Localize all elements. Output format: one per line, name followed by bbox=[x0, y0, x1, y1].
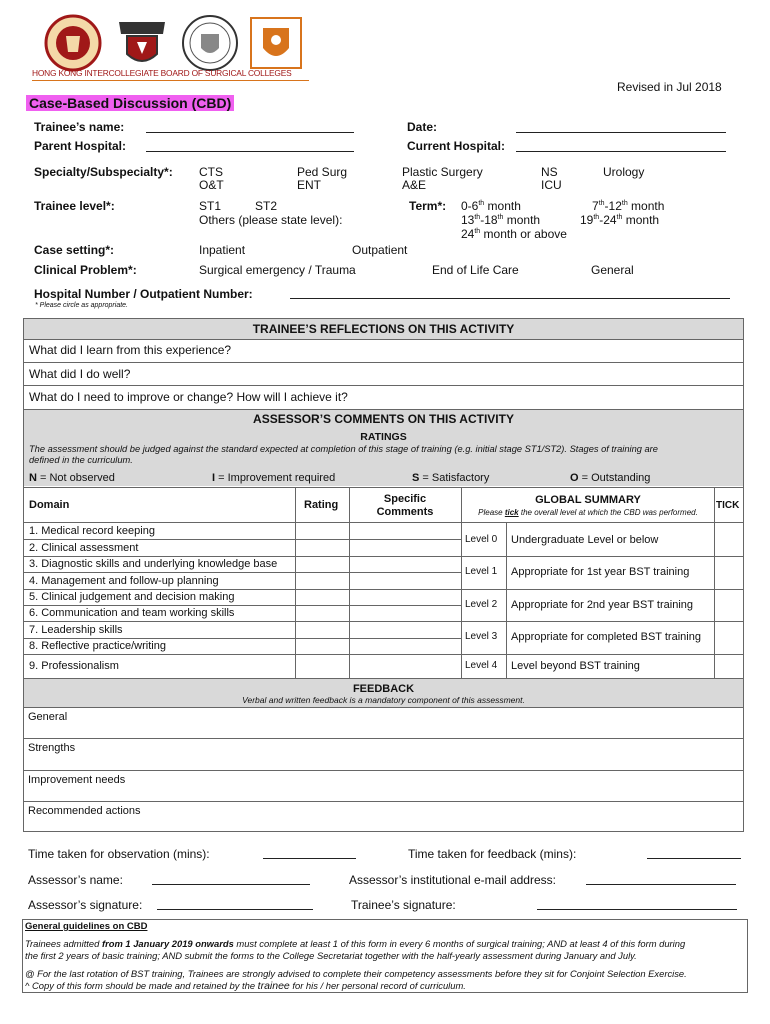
specialty-option[interactable]: Urology bbox=[603, 165, 645, 179]
college-crest-4-icon bbox=[247, 14, 305, 72]
level-desc: Appropriate for 1st year BST training bbox=[511, 566, 690, 578]
obs-time-label: Time taken for observation (mins): bbox=[28, 847, 210, 861]
legend-outstanding: O = Outstanding bbox=[570, 472, 651, 484]
guideline-paragraph: the first 2 years of basic training; AND submit the forms to the College Secretariat together with the half-yearly assessment during January and July. bbox=[25, 950, 637, 961]
col-rating: Rating bbox=[304, 499, 339, 511]
current-hospital-label: Current Hospital: bbox=[407, 139, 506, 153]
fb-time-field[interactable] bbox=[647, 858, 741, 859]
date-field[interactable] bbox=[516, 132, 726, 133]
term-option[interactable]: 24th month or above bbox=[461, 227, 567, 241]
trainee-signature-label: Trainee’s signature: bbox=[351, 898, 456, 912]
parent-hospital-field[interactable] bbox=[146, 151, 354, 152]
trainee-name-label: Trainee’s name: bbox=[34, 120, 125, 134]
level-label: Level 4 bbox=[465, 660, 498, 671]
domain-row: 4. Management and follow-up planning bbox=[29, 575, 219, 587]
assessor-email-field[interactable] bbox=[586, 884, 736, 885]
clinical-problem-option[interactable]: End of Life Care bbox=[432, 263, 519, 277]
college-crest-1-icon bbox=[44, 14, 102, 72]
fb-time-label: Time taken for feedback (mins): bbox=[408, 847, 577, 861]
tick-cell-level-3[interactable] bbox=[715, 622, 743, 654]
level-label: Level 1 bbox=[465, 566, 498, 577]
ratings-text: defined in the curriculum. bbox=[29, 455, 133, 465]
tick-cell-level-1[interactable] bbox=[715, 557, 743, 589]
guideline-paragraph: Trainees admitted from 1 January 2019 onwards must complete at least 1 of this form in every 6 months of surgical training; AND at least 4 of this form during bbox=[25, 938, 686, 949]
circle-note: * Please circle as appropriate. bbox=[35, 302, 128, 309]
feedback-strengths: Strengths bbox=[28, 742, 76, 754]
term-label: Term*: bbox=[409, 199, 447, 213]
domain-row: 3. Diagnostic skills and underlying knowledge base bbox=[29, 558, 278, 570]
feedback-note: Verbal and written feedback is a mandatory component of this assessment. bbox=[242, 695, 525, 705]
tick-cell-level-0[interactable] bbox=[715, 523, 743, 556]
reflection-question: What did I learn from this experience? bbox=[29, 343, 232, 357]
specialty-option[interactable]: Plastic Surgery bbox=[402, 165, 483, 179]
domain-row: 7. Leadership skills bbox=[29, 624, 123, 636]
level-label: Level 3 bbox=[465, 631, 498, 642]
col-global-summary: GLOBAL SUMMARY bbox=[535, 494, 641, 506]
domain-row: 1. Medical record keeping bbox=[29, 525, 155, 537]
clinical-problem-option[interactable]: General bbox=[591, 263, 634, 277]
level-label: Level 0 bbox=[465, 534, 498, 545]
level-desc: Undergraduate Level or below bbox=[511, 534, 659, 546]
reflection-question: What did I do well? bbox=[29, 367, 131, 381]
specialty-option[interactable]: Ped Surg bbox=[297, 165, 348, 179]
col-tick: TICK bbox=[716, 500, 740, 511]
tick-cell-level-2[interactable] bbox=[715, 590, 743, 621]
level-option[interactable]: ST1 bbox=[199, 199, 222, 213]
ratings-text: The assessment should be judged against the standard expected at completion of this stage of training (e.g. initial stage ST1/ST2). Stages of training are bbox=[29, 444, 658, 454]
date-label: Date: bbox=[407, 120, 438, 134]
college-crest-2-icon bbox=[113, 14, 171, 72]
header-rule bbox=[32, 80, 309, 81]
level-option[interactable]: ST2 bbox=[255, 199, 278, 213]
legend-not-observed: N = Not observed bbox=[29, 472, 115, 484]
board-name: HONG KONG INTERCOLLEGIATE BOARD OF SURGICAL COLLEGES bbox=[32, 68, 292, 78]
case-setting-label: Case setting*: bbox=[34, 243, 115, 257]
domain-row: 2. Clinical assessment bbox=[29, 542, 139, 554]
term-option[interactable]: 7th-12th month bbox=[592, 199, 665, 213]
term-option[interactable]: 19th-24th month bbox=[580, 213, 660, 227]
hospital-number-field[interactable] bbox=[290, 298, 730, 299]
tick-cell-level-4[interactable] bbox=[715, 655, 743, 678]
case-setting-option[interactable]: Outpatient bbox=[352, 243, 408, 257]
assessor-signature-label: Assessor’s signature: bbox=[28, 898, 143, 912]
specialty-label: Specialty/Subspecialty*: bbox=[34, 165, 173, 179]
trainee-name-field[interactable] bbox=[146, 132, 354, 133]
revised-date: Revised in Jul 2018 bbox=[617, 80, 722, 94]
hospital-number-label: Hospital Number / Outpatient Number: bbox=[34, 287, 253, 301]
col-comments: Comments bbox=[376, 506, 434, 518]
legend-satisfactory: S = Satisfactory bbox=[412, 472, 490, 484]
feedback-improvement: Improvement needs bbox=[28, 774, 126, 786]
guidelines-heading: General guidelines on CBD bbox=[25, 921, 148, 932]
trainee-level-label: Trainee level*: bbox=[34, 199, 115, 213]
specialty-option[interactable]: O&T bbox=[199, 178, 224, 192]
specialty-option[interactable]: NS bbox=[541, 165, 558, 179]
term-option[interactable]: 0-6th month bbox=[461, 199, 521, 213]
legend-improvement: I = Improvement required bbox=[212, 472, 336, 484]
level-label: Level 2 bbox=[465, 599, 498, 610]
clinical-problem-label: Clinical Problem*: bbox=[34, 263, 137, 277]
obs-time-field[interactable] bbox=[263, 858, 356, 859]
domain-row: 5. Clinical judgement and decision making bbox=[29, 591, 235, 603]
current-hospital-field[interactable] bbox=[516, 151, 726, 152]
assessor-email-label: Assessor’s institutional e-mail address: bbox=[349, 873, 556, 887]
level-desc: Level beyond BST training bbox=[511, 660, 640, 672]
college-crest-3-icon bbox=[181, 14, 239, 72]
assessor-name-field[interactable] bbox=[152, 884, 310, 885]
clinical-problem-option[interactable]: Surgical emergency / Trauma bbox=[199, 263, 356, 277]
assessor-signature-field[interactable] bbox=[157, 909, 313, 910]
level-desc: Appropriate for completed BST training bbox=[511, 631, 701, 643]
feedback-recommended: Recommended actions bbox=[28, 805, 141, 817]
reflections-heading: TRAINEE’S REFLECTIONS ON THIS ACTIVITY bbox=[252, 322, 515, 336]
specific-comments-cells[interactable] bbox=[350, 523, 461, 678]
page-title: Case-Based Discussion (CBD) bbox=[26, 95, 234, 111]
guideline-paragraph: @ For the last rotation of BST training, Trainees are strongly advised to complete their competency assessments before they sit for Conjoint Selection Exercise. bbox=[25, 968, 687, 979]
col-domain: Domain bbox=[29, 499, 70, 511]
others-level-label: Others (please state level): bbox=[199, 213, 343, 227]
domain-row: 8. Reflective practice/writing bbox=[29, 640, 166, 652]
assessor-heading: ASSESSOR’S COMMENTS ON THIS ACTIVITY bbox=[253, 412, 514, 426]
specialty-option[interactable]: ICU bbox=[541, 178, 562, 192]
case-setting-option[interactable]: Inpatient bbox=[199, 243, 246, 257]
level-desc: Appropriate for 2nd year BST training bbox=[511, 599, 694, 611]
col-global-sub: Please tick the overall level at which the CBD was performed. bbox=[478, 508, 698, 517]
specialty-option[interactable]: A&E bbox=[402, 178, 427, 192]
col-specific: Specific bbox=[383, 493, 427, 505]
parent-hospital-label: Parent Hospital: bbox=[34, 139, 127, 153]
reflection-question: What do I need to improve or change? How will I achieve it? bbox=[29, 390, 348, 404]
domain-row: 6. Communication and team working skills bbox=[29, 607, 235, 619]
specialty-option[interactable]: CTS bbox=[199, 165, 223, 179]
trainee-signature-field[interactable] bbox=[537, 909, 737, 910]
specialty-option[interactable]: ENT bbox=[297, 178, 321, 192]
assessor-name-label: Assessor’s name: bbox=[28, 873, 123, 887]
ratings-heading: RATINGS bbox=[360, 431, 407, 443]
rating-cells[interactable] bbox=[296, 523, 349, 678]
feedback-heading: FEEDBACK bbox=[352, 683, 415, 695]
feedback-general: General bbox=[28, 711, 68, 723]
guideline-paragraph: ^ Copy of this form should be made and retained by the trainee for his / her personal record of curriculum. bbox=[25, 980, 466, 992]
domain-row: 9. Professionalism bbox=[29, 660, 119, 672]
term-option[interactable]: 13th-18th month bbox=[461, 213, 541, 227]
